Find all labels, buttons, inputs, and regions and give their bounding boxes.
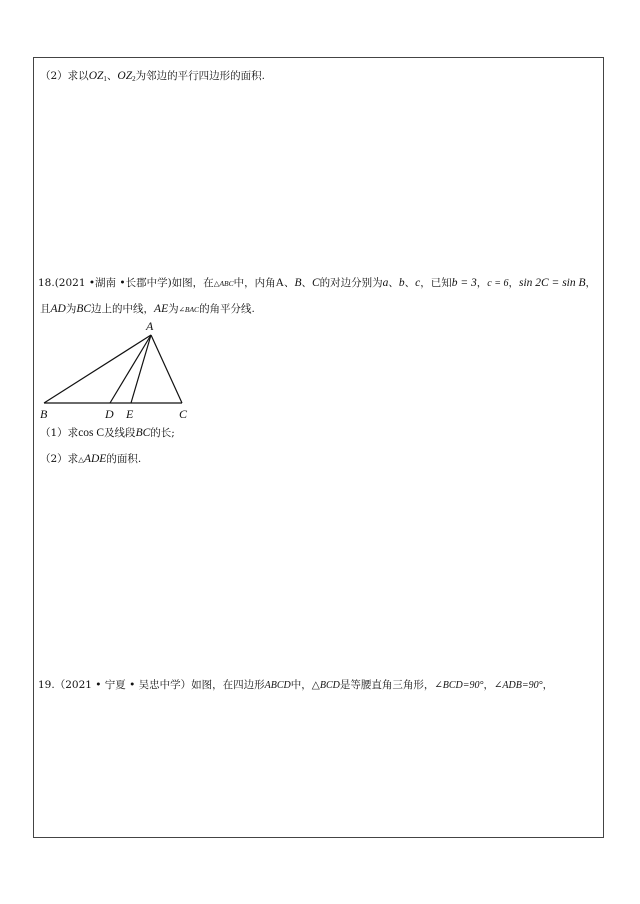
condition-c: c = 6 <box>487 278 509 289</box>
q18-statement-line1: 18.(2021 •湖南 •长郡中学)如图，在△ABC中，内角A、B、C的对边分别为a、b、c，已知b = 3，c = 6，sin 2C = sin B， <box>38 277 597 289</box>
q19-statement: 19.（2021 • 宁夏 • 吴忠中学）如图，在四边形ABCD中，△BCD是等腰直角三角形，∠BCD=90°，∠ADB=90°， <box>38 679 554 691</box>
segment-ab <box>44 335 151 403</box>
segment-ad <box>110 335 151 403</box>
q18-number: 18. <box>38 277 55 289</box>
label-e: E <box>126 407 134 421</box>
q18-part2: （2）求△ADE的面积. <box>40 453 142 465</box>
condition-sin: sin 2C = sin B <box>518 277 586 289</box>
vector-oz2: $OZ_2$ <box>117 70 136 83</box>
label-b: B <box>40 407 48 421</box>
vector-oz1: $OZ_1$ <box>88 70 107 83</box>
q19-source: （2021 • 宁夏 • 吴忠中学） <box>54 679 192 691</box>
label-a: A <box>146 319 154 333</box>
segment-ac <box>151 335 182 403</box>
triangle-figure <box>34 314 204 426</box>
angle-bcd: ∠BCD=90° <box>434 680 484 691</box>
triangle-ade: ADE <box>83 453 107 465</box>
q18-part1: （1）求cos C及线段BC的长; <box>40 427 175 439</box>
q17-part2: （2）求以$OZ_1$、$OZ_2$为邻边的平行四边形的面积. <box>40 70 265 83</box>
worksheet-frame <box>33 57 604 838</box>
label-d: D <box>105 407 114 421</box>
q18-source: (2021 •湖南 •长郡中学) <box>54 277 172 289</box>
q18-statement-line2: 且AD为BC边上的中线，AE为∠BAC的角平分线. <box>40 303 255 315</box>
condition-b: b = 3 <box>451 277 477 289</box>
label-c: C <box>179 407 188 421</box>
q17-part2-prefix: （2）求以 <box>40 70 89 82</box>
triangle-abc: ABC <box>219 279 234 288</box>
q17-part2-suffix: 为邻边的平行四边形的面积. <box>135 70 265 82</box>
angle-bac: ∠BAC <box>178 305 200 314</box>
angle-adb: ∠ADB=90° <box>494 680 543 691</box>
q19-number: 19. <box>38 679 55 691</box>
